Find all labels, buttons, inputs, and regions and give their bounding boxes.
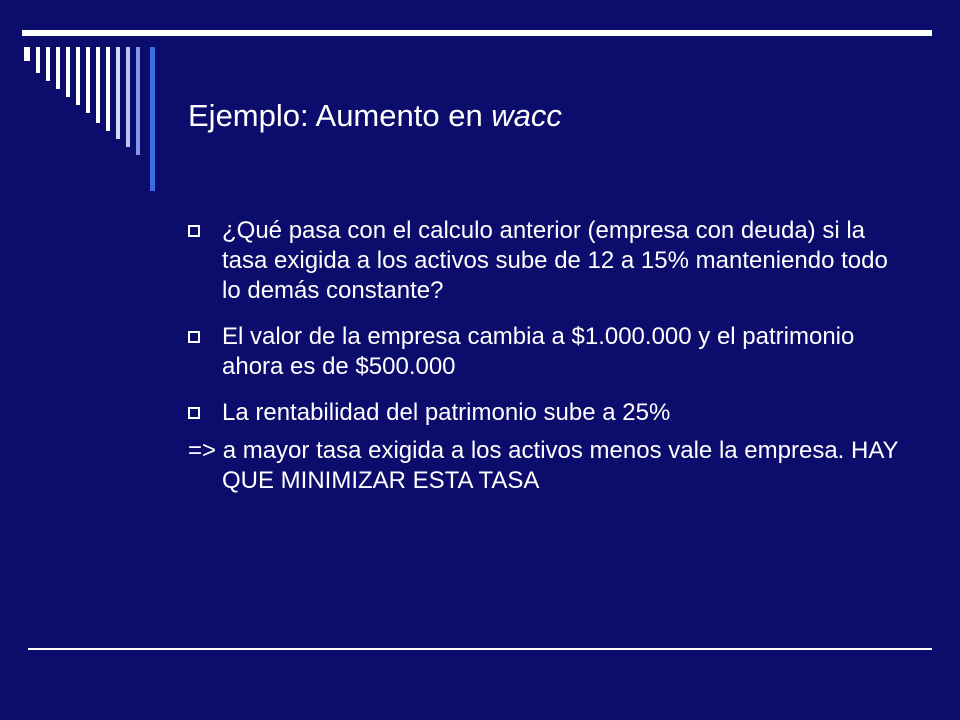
bar-2 xyxy=(36,47,40,73)
bar-6 xyxy=(76,47,80,105)
square-bullet-icon xyxy=(188,225,200,237)
bottom-rule xyxy=(28,648,932,650)
square-bullet-icon xyxy=(188,407,200,419)
bar-12 xyxy=(136,47,140,155)
bar-7 xyxy=(86,47,90,113)
bullet-text: La rentabilidad del patrimonio sube a 25% xyxy=(222,399,671,426)
title-italic: wacc xyxy=(491,98,562,133)
bullet-text: El valor de la empresa cambia a $1.000.000 y el patrimonio ahora es de $500.000 xyxy=(222,323,855,380)
bar-13 xyxy=(150,47,155,191)
slide-title xyxy=(188,96,562,136)
bar-11 xyxy=(126,47,130,147)
top-rule xyxy=(22,30,932,36)
bar-1 xyxy=(24,47,30,61)
bar-9 xyxy=(106,47,110,131)
square-bullet-icon xyxy=(188,331,200,343)
bar-10 xyxy=(116,47,120,139)
bar-5 xyxy=(66,47,70,97)
bullet-item xyxy=(188,398,908,428)
bar-8 xyxy=(96,47,100,123)
bar-4 xyxy=(56,47,60,89)
bullet-list xyxy=(188,216,908,496)
title-main: Ejemplo: Aumento en xyxy=(188,98,492,133)
bullet-text: ¿Qué pasa con el calculo anterior (empresa con deuda) si la tasa exigida a los activos sube de 12 a 15% manteniendo todo lo demás constante? xyxy=(222,217,888,304)
bullet-item xyxy=(188,322,908,382)
conclusion-text: => a mayor tasa exigida a los activos menos vale la empresa. HAY QUE MINIMIZAR ESTA TASA xyxy=(188,437,899,494)
bullet-item xyxy=(188,216,908,306)
bar-3 xyxy=(46,47,50,81)
